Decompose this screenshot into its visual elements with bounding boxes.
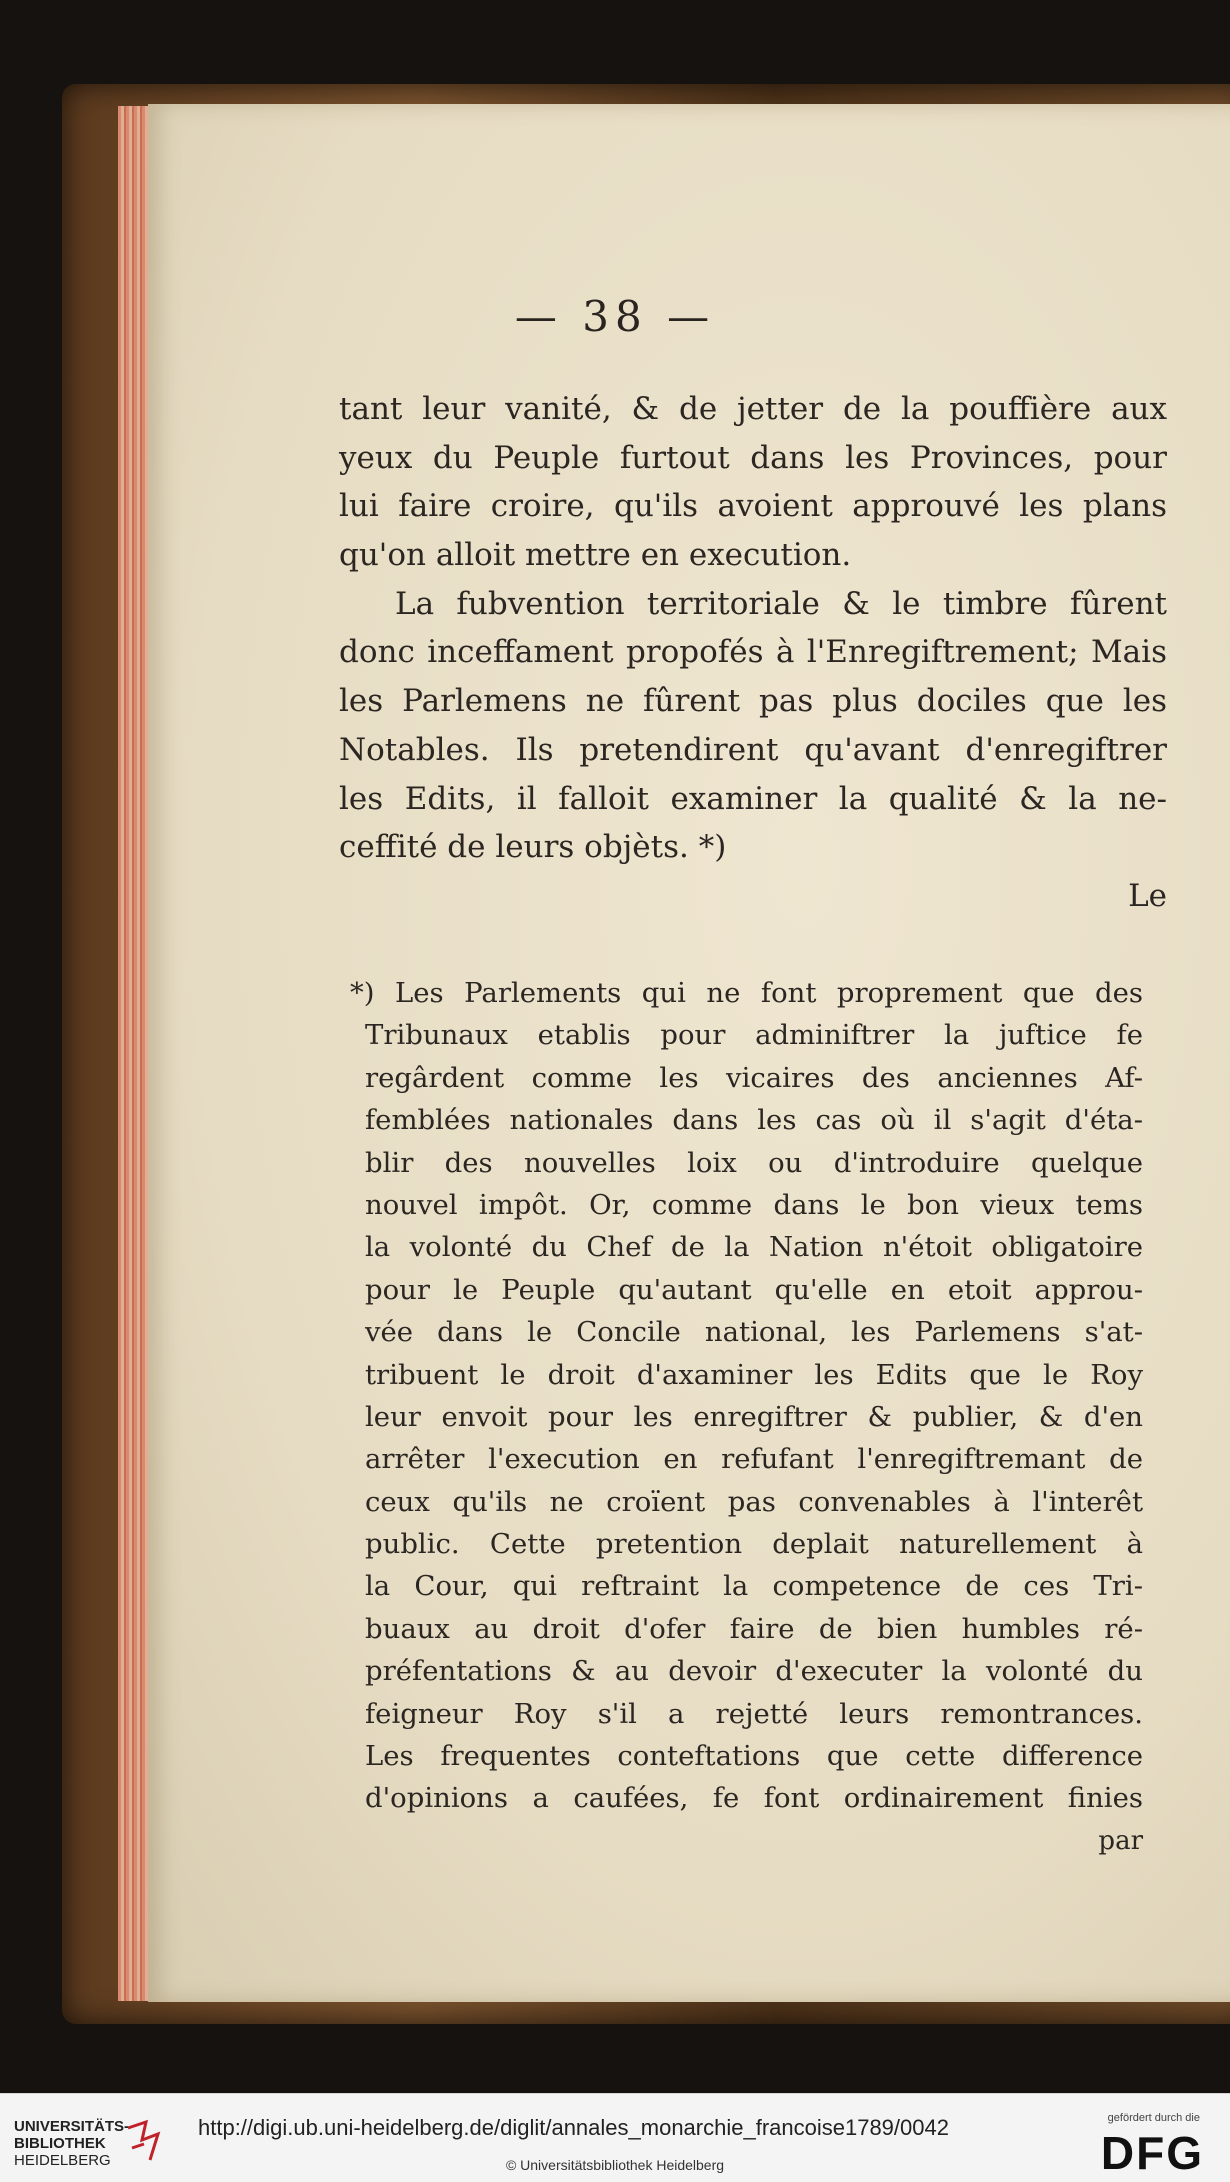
- footnote-line: préfentations & au devoir d'executer la volonté du: [365, 1655, 1143, 1688]
- footnote-line: arrêter l'execution en refufant l'enregiftremant de: [365, 1443, 1143, 1476]
- body-line: tant leur vanité, & de jetter de la pouffière aux: [339, 391, 1167, 427]
- body-line: Notables. Ils pretendirent qu'avant d'enregiftrer: [339, 731, 1167, 768]
- body-line: ceffité de leurs objèts. *): [339, 829, 727, 866]
- catchword: par: [1098, 1825, 1143, 1856]
- footnote-line: *) Les Parlements qui ne font proprement que des: [350, 977, 1143, 1009]
- page-number: — 38 —: [514, 292, 716, 341]
- body-line: les Parlemens ne fûrent pas plus dociles que les: [339, 683, 1167, 720]
- footnote-line: femblées nationales dans les cas où il s'agit d'éta-: [365, 1104, 1143, 1137]
- logo-text-line: HEIDELBERG: [14, 2152, 111, 2169]
- body-line: qu'on alloit mettre en execution.: [339, 537, 852, 574]
- permalink-url[interactable]: http://digi.ub.uni-heidelberg.de/diglit/annales_monarchie_francoise1789/0042: [198, 2115, 949, 2140]
- footnote-line: ceux qu'ils ne croïent pas convenables à l'interêt: [365, 1485, 1143, 1518]
- footnote-line: blir des nouvelles loix ou d'introduire quelque: [365, 1146, 1143, 1179]
- footnote-line: buaux au droit d'ofer faire de bien humbles ré-: [365, 1612, 1143, 1645]
- footnote-line: la Cour, qui reftraint la competence de ces Tri-: [365, 1570, 1143, 1603]
- logo-text-line: BIBLIOTHEK: [14, 2135, 106, 2152]
- footnote-line: nouvel impôt. Or, comme dans le bon vieux tems: [365, 1188, 1143, 1221]
- body-text: [339, 385, 1167, 921]
- footnote-line: pour le Peuple qu'autant qu'elle en etoit approu-: [365, 1273, 1143, 1306]
- footnote-line: d'opinions a caufées, fe font ordinairement finies: [365, 1782, 1143, 1815]
- body-line: donc inceffament propofés à l'Enregiftrement; Mais: [339, 634, 1167, 671]
- body-line: yeux du Peuple furtout dans les Provinces, pour: [339, 439, 1167, 476]
- body-line: La fubvention territoriale & le timbre fûrent: [395, 585, 1167, 622]
- footnote-line: tribuent le droit d'axaminer les Edits que le Roy: [365, 1358, 1143, 1391]
- footnote-line: public. Cette pretention deplait naturellement à: [365, 1528, 1143, 1561]
- footnote-line: vée dans le Concile national, les Parlemens s'at-: [365, 1316, 1143, 1349]
- catchword: Le: [1128, 877, 1167, 914]
- footnote-line: Tribunaux etablis pour adminiftrer la juftice fe: [365, 1019, 1143, 1052]
- footnote-line: regârdent comme les vicaires des anciennes Af-: [365, 1061, 1143, 1094]
- copyright-notice: © Universitätsbibliothek Heidelberg: [505, 2157, 725, 2173]
- footnote-line: leur envoit pour les enregiftrer & publier, & d'en: [365, 1400, 1143, 1433]
- body-line: lui faire croire, qu'ils avoient approuvé les plans: [339, 488, 1167, 525]
- footer-bar: [0, 2093, 1230, 2182]
- logo-text-line: UNIVERSITÄTS-: [14, 2118, 130, 2135]
- funding-label: gefördert durch die: [1107, 2112, 1200, 2124]
- footnote-line: la volonté du Chef de la Nation n'étoit obligatoire: [365, 1231, 1143, 1264]
- footnote-line: Les frequentes conteftations que cette difference: [365, 1740, 1143, 1773]
- footnote: [350, 972, 1143, 1862]
- footnote-line: feigneur Roy s'il a rejetté leurs remontrances.: [365, 1697, 1143, 1730]
- body-line: les Edits, il falloit examiner la qualité & la ne-: [339, 780, 1167, 817]
- dfg-logo[interactable]: DFG: [1100, 2127, 1204, 2179]
